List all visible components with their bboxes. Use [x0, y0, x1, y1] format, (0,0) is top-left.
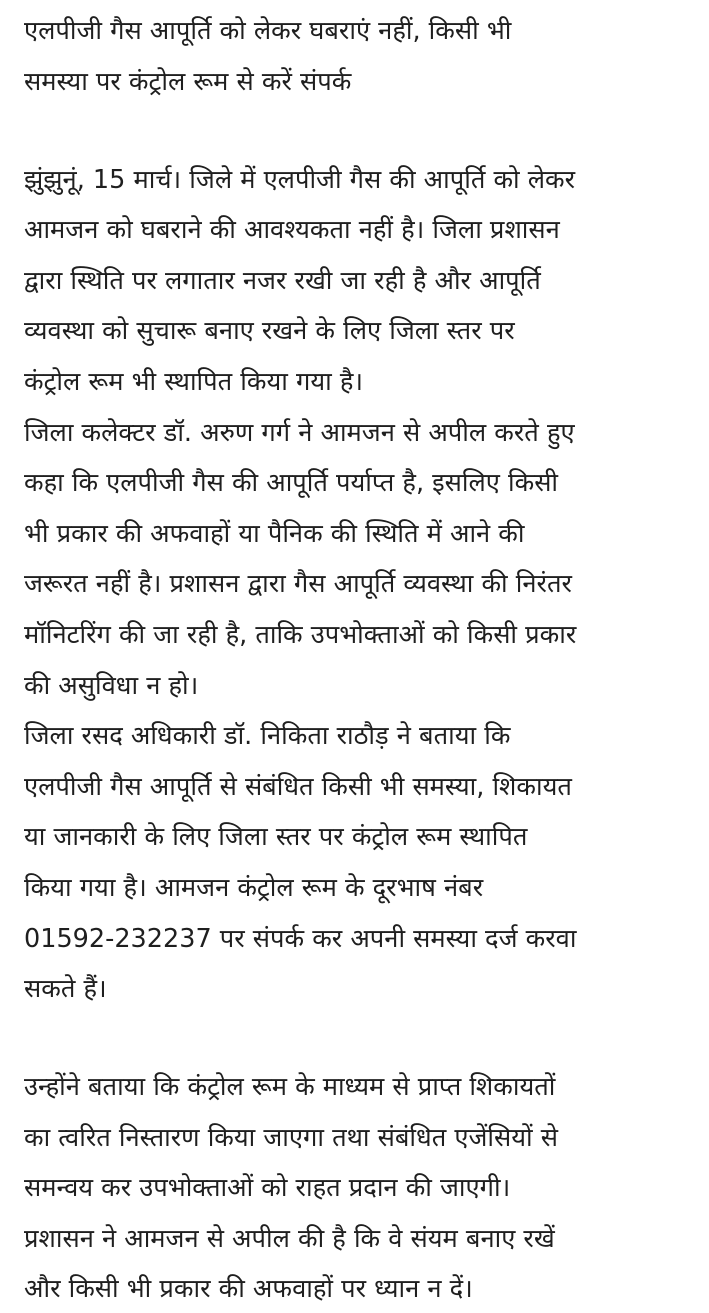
text-line: भी प्रकार की अफवाहों या पैनिक की स्थिति में आने की [24, 518, 525, 549]
article-body [24, 0, 700, 1313]
text-line: सकते हैं। [24, 974, 107, 1005]
text-line: या जानकारी के लिए जिला स्तर पर कंट्रोल रूम स्थापित [24, 822, 528, 853]
headline-line: समस्या पर कंट्रोल रूम से करें संपर्क [24, 66, 352, 97]
text-line: उन्होंने बताया कि कंट्रोल रूम के माध्यम से प्राप्त शिकायतों [24, 1072, 556, 1103]
text-line: कहा कि एलपीजी गैस की आपूर्ति पर्याप्त है, इसलिए किसी [24, 468, 559, 499]
text-line: कंट्रोल रूम भी स्थापित किया गया है। [24, 366, 364, 397]
text-line: का त्वरित निस्तारण किया जाएगा तथा संबंधित एजेंसियों से [24, 1122, 558, 1153]
paragraph-main [24, 157, 700, 1014]
text-line: जिला रसद अधिकारी डॉ. निकिता राठौड़ ने बताया कि [24, 721, 511, 752]
paragraph-gap [24, 106, 700, 149]
text-line: जरूरत नहीं है। प्रशासन द्वारा गैस आपूर्ति व्यवस्था की निरंतर [24, 569, 572, 600]
paragraph-closing [24, 1064, 700, 1313]
text-line: किया गया है। आमजन कंट्रोल रूम के दूरभाष नंबर [24, 872, 484, 903]
text-line-phone: 01592-232237 पर संपर्क कर अपनी समस्या दर्ज करवा [24, 923, 577, 954]
paragraph-gap [24, 1013, 700, 1056]
text-line: व्यवस्था को सुचारू बनाए रखने के लिए जिला स्तर पर [24, 316, 515, 347]
text-line: और किसी भी प्रकार की अफवाहों पर ध्यान न दें। [24, 1274, 473, 1305]
text-line: झुंझुनूं, 15 मार्च। जिले में एलपीजी गैस की आपूर्ति को लेकर [24, 164, 576, 195]
text-line: की असुविधा न हो। [24, 670, 199, 701]
headline-line: एलपीजी गैस आपूर्ति को लेकर घबराएं नहीं, किसी भी [24, 16, 512, 46]
text-line: द्वारा स्थिति पर लगातार नजर रखी जा रही है और आपूर्ति [24, 265, 541, 296]
text-line: आमजन को घबराने की आवश्यकता नहीं है। जिला प्रशासन [24, 215, 560, 246]
text-line: जिला कलेक्टर डॉ. अरुण गर्ग ने आमजन से अपील करते हुए [24, 417, 575, 448]
text-line: प्रशासन ने आमजन से अपील की है कि वे संयम बनाए रखें [24, 1223, 555, 1254]
text-line: एलपीजी गैस आपूर्ति से संबंधित किसी भी समस्या, शिकायत [24, 771, 572, 802]
headline [24, 8, 700, 106]
text-line: मॉनिटरिंग की जा रही है, ताकि उपभोक्ताओं को किसी प्रकार [24, 619, 577, 650]
text-line: समन्वय कर उपभोक्ताओं को राहत प्रदान की जाएगी। [24, 1173, 511, 1204]
